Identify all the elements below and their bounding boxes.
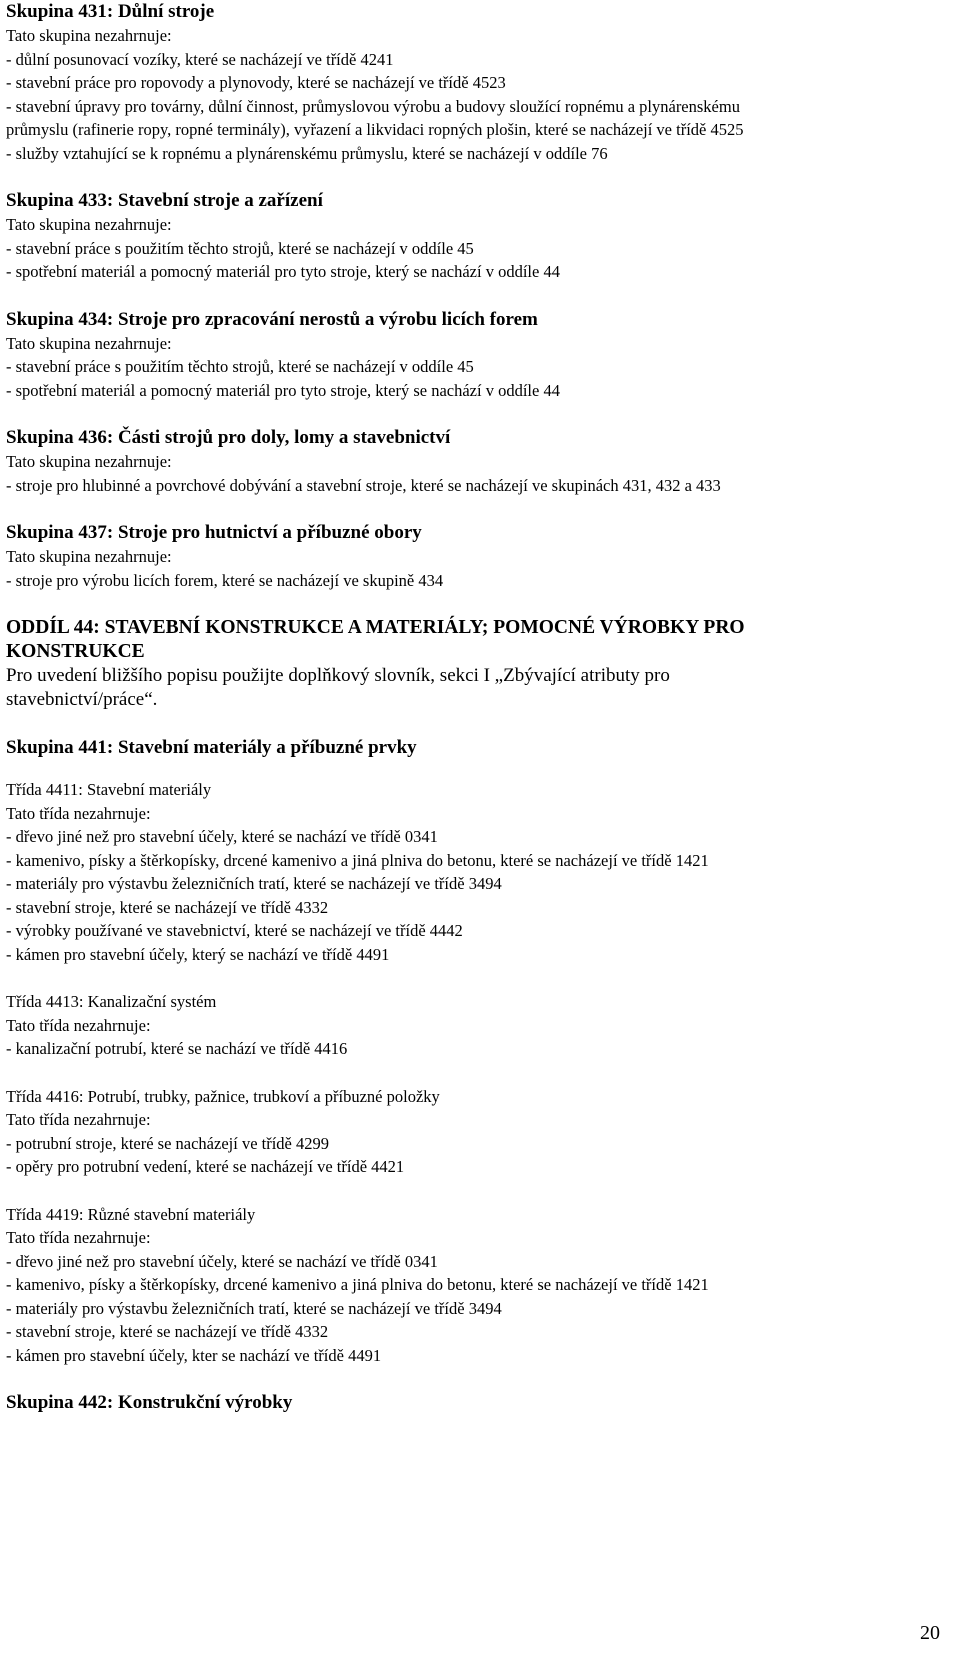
section-note: Pro uvedení bližšího popisu použijte doplňkový slovník, sekci I „Zbývající atributy pro bbox=[6, 665, 670, 686]
exclusion-item: - kamenivo, písky a štěrkopísky, drcené kamenivo a jiná plniva do betonu, které se nacházejí ve třídě 1421 bbox=[6, 1275, 709, 1294]
class-4411 bbox=[6, 778, 951, 966]
exclusion-intro: Tato skupina nezahrnuje: bbox=[6, 452, 172, 471]
exclusion-intro: Tato skupina nezahrnuje: bbox=[6, 547, 172, 566]
exclusion-item: - kanalizační potrubí, které se nachází ve třídě 4416 bbox=[6, 1039, 348, 1058]
exclusion-item: - kámen pro stavební účely, kter se nachází ve třídě 4491 bbox=[6, 1345, 382, 1365]
exclusion-intro: Tato skupina nezahrnuje: bbox=[6, 26, 172, 45]
exclusion-item: - spotřební materiál a pomocný materiál pro tyto stroje, který se nachází v oddíle 44 bbox=[6, 262, 560, 281]
exclusion-item: - stavební práce s použitím těchto strojů, které se nacházejí v oddíle 45 bbox=[6, 238, 474, 258]
class-title: Třída 4416: Potrubí, trubky, pažnice, trubkoví a příbuzné položky bbox=[6, 1086, 440, 1106]
group-heading: Skupina 431: Důlní stroje bbox=[6, 1, 215, 22]
exclusion-item: průmyslu (rafinerie ropy, ropné terminály), vyřazení a likvidaci ropných plošin, které se nacházejí ve třídě 4525 bbox=[6, 120, 744, 139]
group-431 bbox=[6, 0, 951, 165]
group-heading: Skupina 437: Stroje pro hutnictví a příbuzné obory bbox=[6, 522, 422, 543]
group-heading: Skupina 441: Stavební materiály a příbuzné prvky bbox=[6, 737, 417, 758]
group-436 bbox=[6, 426, 951, 497]
exclusion-item: - materiály pro výstavbu železničních tratí, které se nacházejí ve třídě 3494 bbox=[6, 1298, 502, 1318]
group-441 bbox=[6, 736, 951, 1367]
group-heading: Skupina 433: Stavební stroje a zařízení bbox=[6, 190, 323, 211]
exclusion-intro: Tato třída nezahrnuje: bbox=[6, 1110, 151, 1129]
group-heading: Skupina 436: Části strojů pro doly, lomy a stavebnictví bbox=[6, 427, 451, 448]
page-number: 20 bbox=[920, 1622, 940, 1644]
exclusion-item: - stroje pro výrobu licích forem, které se nacházejí ve skupině 434 bbox=[6, 570, 444, 590]
group-437 bbox=[6, 521, 951, 592]
exclusion-intro: Tato skupina nezahrnuje: bbox=[6, 215, 172, 234]
exclusion-intro: Tato třída nezahrnuje: bbox=[6, 803, 151, 823]
exclusion-item: - potrubní stroje, které se nacházejí ve třídě 4299 bbox=[6, 1133, 330, 1153]
exclusion-item: - důlní posunovací vozíky, které se nacházejí ve třídě 4241 bbox=[6, 49, 394, 69]
exclusion-item: - stroje pro hlubinné a povrchové dobývání a stavební stroje, které se nacházejí ve skupinách 431, 432 a 433 bbox=[6, 475, 721, 495]
exclusion-item: - materiály pro výstavbu železničních tratí, které se nacházejí ve třídě 3494 bbox=[6, 874, 502, 893]
class-4416 bbox=[6, 1085, 951, 1179]
class-title: Třída 4419: Různé stavební materiály bbox=[6, 1204, 256, 1224]
exclusion-item: - výrobky používané ve stavebnictví, které se nacházejí ve třídě 4442 bbox=[6, 921, 463, 940]
exclusion-item: - dřevo jiné než pro stavební účely, které se nachází ve třídě 0341 bbox=[6, 827, 438, 846]
exclusion-item: - stavební úpravy pro továrny, důlní činnost, průmyslovou výrobu a budovy sloužící ropnému a plynárenskému bbox=[6, 96, 740, 116]
group-heading: Skupina 434: Stroje pro zpracování nerostů a výrobu licích forem bbox=[6, 308, 538, 330]
exclusion-item: - dřevo jiné než pro stavební účely, které se nachází ve třídě 0341 bbox=[6, 1251, 438, 1271]
exclusion-item: - opěry pro potrubní vedení, které se nacházejí ve třídě 4421 bbox=[6, 1157, 405, 1176]
exclusion-item: - stavební stroje, které se nacházejí ve třídě 4332 bbox=[6, 897, 329, 917]
section-title: ODDÍL 44: STAVEBNÍ KONSTRUKCE A MATERIÁLY; POMOCNÉ VÝROBKY PRO bbox=[6, 617, 745, 638]
document-page bbox=[6, 0, 951, 1415]
exclusion-item: - stavební práce pro ropovody a plynovody, které se nacházejí ve třídě 4523 bbox=[6, 73, 506, 92]
group-434 bbox=[6, 308, 951, 403]
exclusion-intro: Tato třída nezahrnuje: bbox=[6, 1015, 151, 1035]
group-442 bbox=[6, 1391, 951, 1415]
exclusion-item: - stavební práce s použitím těchto strojů, které se nacházejí v oddíle 45 bbox=[6, 357, 474, 376]
exclusion-item: - služby vztahující se k ropnému a plynárenskému průmyslu, které se nacházejí v oddíle 76 bbox=[6, 143, 608, 163]
section-note: stavebnictví/práce“. bbox=[6, 689, 158, 710]
exclusion-item: - stavební stroje, které se nacházejí ve třídě 4332 bbox=[6, 1322, 329, 1341]
class-4413 bbox=[6, 990, 951, 1061]
section-44 bbox=[6, 616, 951, 712]
exclusion-item: - kámen pro stavební účely, který se nachází ve třídě 4491 bbox=[6, 944, 390, 964]
group-433 bbox=[6, 189, 951, 284]
class-4419 bbox=[6, 1203, 951, 1368]
exclusion-item: - kamenivo, písky a štěrkopísky, drcené kamenivo a jiná plniva do betonu, které se nacházejí ve třídě 1421 bbox=[6, 850, 709, 870]
group-heading: Skupina 442: Konstrukční výrobky bbox=[6, 1392, 293, 1413]
section-title: KONSTRUKCE bbox=[6, 641, 145, 662]
exclusion-item: - spotřební materiál a pomocný materiál pro tyto stroje, který se nachází v oddíle 44 bbox=[6, 380, 560, 400]
class-title: Třída 4413: Kanalizační systém bbox=[6, 992, 217, 1011]
exclusion-intro: Tato třída nezahrnuje: bbox=[6, 1228, 151, 1247]
class-title: Třída 4411: Stavební materiály bbox=[6, 780, 212, 799]
exclusion-intro: Tato skupina nezahrnuje: bbox=[6, 333, 172, 353]
